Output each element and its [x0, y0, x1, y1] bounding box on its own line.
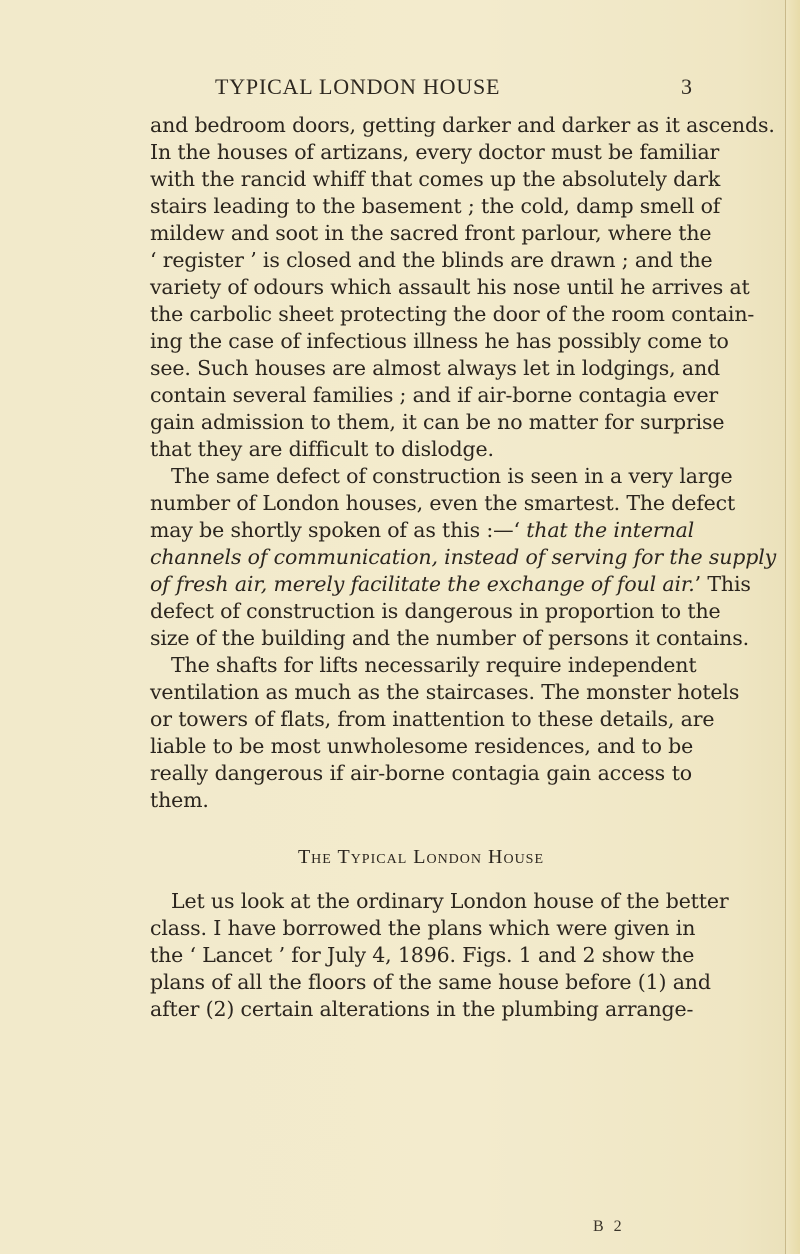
signature-mark: B 2 [593, 1218, 625, 1235]
text-line: that they are difficult to dislodge. [150, 437, 494, 461]
text-line: with the rancid whiff that comes up the absolutely dark [150, 167, 721, 191]
text-line: and bedroom doors, getting darker and darker as it ascends. [150, 113, 775, 137]
text-line: the ‘ Lancet ’ for July 4, 1896. Figs. 1 and 2 show the [150, 943, 695, 967]
text-run: ’ This [694, 572, 751, 596]
text-line: size of the building and the number of persons it contains. [150, 626, 749, 650]
text-line: The shafts for lifts necessarily require independent [171, 653, 697, 677]
text-line: them. [150, 788, 209, 812]
text-line: stairs leading to the basement ; the cold, damp smell of [150, 194, 721, 218]
text-line: class. I have borrowed the plans which were given in [150, 916, 696, 940]
text-line: The same defect of construction is seen in a very large [171, 464, 733, 488]
text-line: Let us look at the ordinary London house of the better [171, 889, 729, 913]
text-line: or towers of flats, from inattention to these details, are [150, 707, 715, 731]
text-line: ventilation as much as the staircases. The monster hotels [150, 680, 740, 704]
text-line: number of London houses, even the smartest. The defect [150, 491, 736, 515]
text-line: In the houses of artizans, every doctor must be familiar [150, 140, 720, 164]
text-line: defect of construction is dangerous in proportion to the [150, 599, 721, 623]
text-line: mildew and soot in the sacred front parlour, where the [150, 221, 712, 245]
page-number: 3 [681, 74, 692, 99]
body-text [150, 112, 777, 1023]
italic-text-line: channels of communication, instead of serving for the supply [150, 545, 777, 569]
text-line-mixed [150, 571, 751, 598]
text-line: after (2) certain alterations in the plumbing arrange- [150, 997, 694, 1021]
running-head: TYPICAL LONDON HOUSE [215, 74, 501, 99]
text-line: contain several families ; and if air-borne contagia ever [150, 383, 719, 407]
text-line: gain admission to them, it can be no matter for surprise [150, 410, 725, 434]
italic-text-run: that the internal [526, 518, 695, 542]
text-line: the carbolic sheet protecting the door of the room contain- [150, 302, 755, 326]
italic-text-run: of fresh air, merely facilitate the exchange of foul air. [150, 572, 695, 596]
text-line: ing the case of infectious illness he has possibly come to [150, 329, 729, 353]
text-line-mixed [150, 517, 695, 544]
section-heading: The Typical London House [297, 846, 545, 868]
text-line: ‘ register ’ is closed and the blinds are drawn ; and the [150, 248, 713, 272]
text-line: see. Such houses are almost always let in lodgings, and [150, 356, 720, 380]
text-line: plans of all the floors of the same house before (1) and [150, 970, 711, 994]
text-run: may be shortly spoken of as this :—‘ [150, 518, 527, 542]
page-header [150, 74, 692, 104]
text-line: variety of odours which assault his nose until he arrives at [150, 275, 750, 299]
text-line: really dangerous if air-borne contagia gain access to [150, 761, 692, 785]
page-edge [785, 0, 800, 1254]
text-line: liable to be most unwholesome residences, and to be [150, 734, 694, 758]
